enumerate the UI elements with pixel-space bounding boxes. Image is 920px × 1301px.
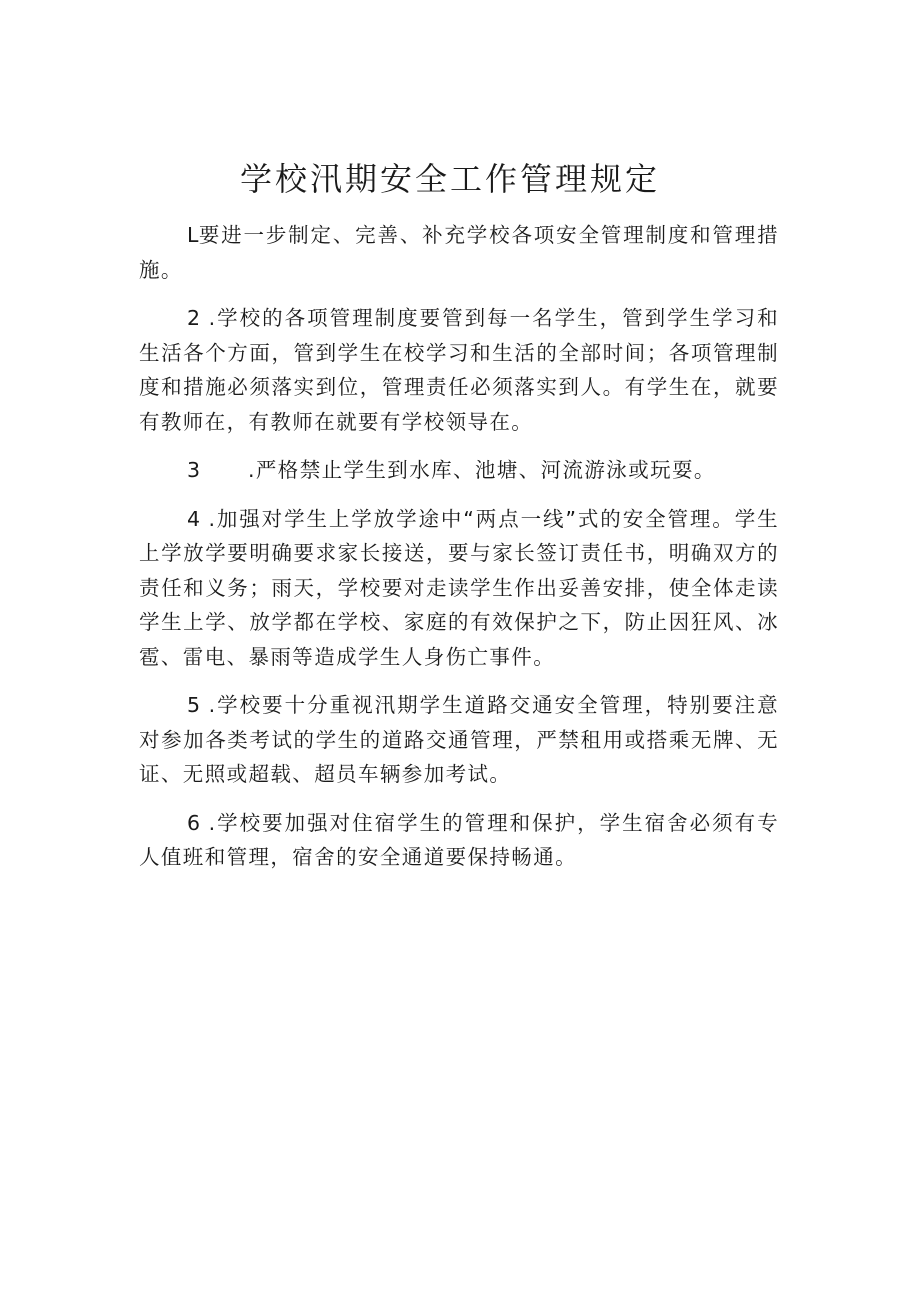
document-title: 学校汛期安全工作管理规定 — [239, 160, 660, 198]
rule-item-3 — [139, 453, 779, 488]
document-body — [139, 218, 779, 889]
rule-number: L — [187, 223, 199, 247]
rule-text: 学校的各项管理制度要管到每一名学生，管到学生学习和生活各个方面，管到学生在校学习和生活的全部时间；各项管理制度和措施必须落实到位，管理责任必须落实到人。有学生在，就要有教师在，有教师在就要有学校领导在。 — [139, 306, 779, 434]
rule-number: 4 — [187, 506, 201, 531]
rule-separator: . — [240, 458, 256, 482]
rule-text: 严格禁止学生到水库、池塘、河流游泳或玩耍。 — [255, 458, 716, 482]
rule-separator: . — [200, 506, 217, 531]
rule-item-4 — [139, 502, 779, 675]
rule-separator: . — [200, 693, 217, 717]
rule-item-5 — [139, 688, 779, 792]
rule-text: 学校要加强对住宿学生的管理和保护，学生宿舍必须有专人值班和管理，宿舍的安全通道要保持畅通。 — [139, 810, 779, 869]
rule-item-2 — [139, 301, 779, 439]
rule-number: 2 — [187, 306, 201, 330]
rule-text: 要进一步制定、完善、补充学校各项安全管理制度和管理措施。 — [139, 223, 779, 282]
rule-number: 3 — [187, 458, 201, 482]
rule-number: 5 — [187, 693, 201, 717]
rule-separator: . — [200, 306, 217, 330]
rule-item-6 — [139, 806, 779, 875]
rule-item-1 — [139, 218, 779, 287]
rule-text: 加强对学生上学放学途中“两点一线”式的安全管理。学生上学放学要明确要求家长接送，要与家长签订责任书，明确双方的责任和义务；雨天，学校要对走读学生作出妥善安排，使全体走读学生上学、放学都在学校、家庭的有效保护之下，防止因狂风、冰雹、雷电、暴雨等造成学生人身伤亡事件。 — [139, 506, 779, 669]
rule-separator: . — [200, 810, 217, 835]
rule-number: 6 — [187, 810, 201, 835]
rule-text: 学校要十分重视汛期学生道路交通安全管理，特别要注意对参加各类考试的学生的道路交通管理，严禁租用或搭乘无牌、无证、无照或超载、超员车辆参加考试。 — [139, 693, 779, 786]
